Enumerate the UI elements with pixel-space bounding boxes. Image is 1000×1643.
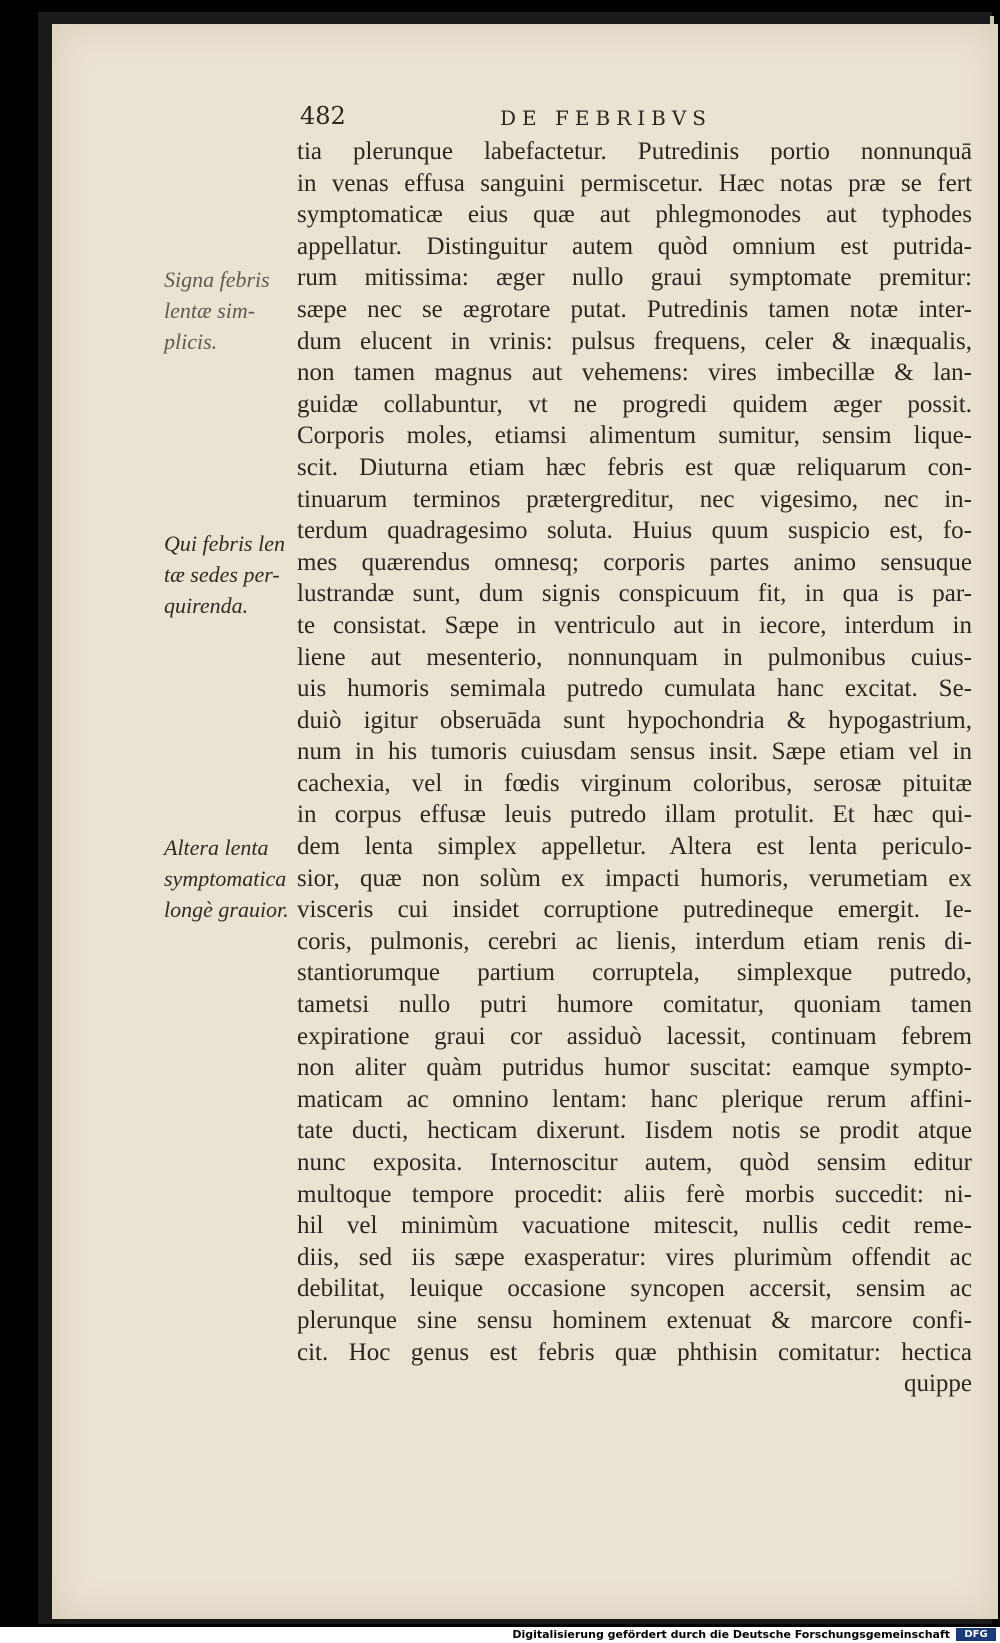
text-line: appellatur. Distinguitur autem quòd omnium est putrida- bbox=[297, 232, 972, 260]
book-page bbox=[52, 24, 998, 1619]
margin-note-signa bbox=[164, 264, 334, 357]
text-line: mes quærendus omnesq; corporis partes animo sensuque bbox=[297, 548, 972, 576]
text-line: cachexia, vel in fœdis virginum coloribus, serosæ pituitæ bbox=[297, 769, 972, 797]
funding-notice: Digitalisierung gefördert durch die Deutsche Forschungsgemeinschaft bbox=[512, 1628, 950, 1641]
text-line: coris, pulmonis, cerebri ac lienis, interdum etiam renis di- bbox=[297, 927, 972, 955]
text-line: symptomaticæ eius quæ aut phlegmonodes aut typhodes bbox=[297, 201, 972, 229]
text-line: tametsi nullo putri humore comitatur, quoniam tamen bbox=[297, 991, 972, 1019]
text-line: dum elucent in vrinis: pulsus frequens, celer & inæqualis, bbox=[297, 327, 972, 355]
text-line: cit. Hoc genus est febris quæ phthisin comitatur: hectica bbox=[297, 1338, 972, 1366]
text-line: guidæ collabuntur, vt ne progredi quidem æger possit. bbox=[297, 390, 972, 418]
body-text bbox=[297, 136, 972, 1400]
running-head: DE FEBRIBVS bbox=[500, 106, 712, 130]
text-line: te consistat. Sæpe in ventriculo aut in iecore, interdum in bbox=[297, 611, 972, 639]
text-line: hil vel minimùm vacuatione mitescit, nullis cedit reme- bbox=[297, 1212, 972, 1240]
text-line: in corpus effusæ leuis putredo illam protulit. Et hæc qui- bbox=[297, 801, 972, 829]
text-line: sæpe nec se ægrotare putat. Putredinis tamen notæ inter- bbox=[297, 295, 972, 323]
margin-note-line: Altera lenta bbox=[164, 835, 269, 860]
margin-note-line: plicis. bbox=[164, 329, 218, 354]
text-line: tinuarum terminos prætergreditur, nec vigesimo, nec in- bbox=[297, 485, 972, 513]
text-line: num in his tumoris cuiusdam sensus insit. Sæpe etiam vel in bbox=[297, 738, 972, 766]
text-line: liene aut mesenterio, nonnunquam in pulmonibus cuius- bbox=[297, 643, 972, 671]
text-line: lustrandæ sunt, dum signis conspicuum fit, in qua is par- bbox=[297, 580, 972, 608]
text-line: Corporis moles, etiamsi alimentum sumitur, sensim lique- bbox=[297, 422, 972, 450]
text-line: scit. Diuturna etiam hæc febris est quæ reliquarum con- bbox=[297, 453, 972, 481]
text-line: dem lenta simplex appelletur. Altera est lenta periculo- bbox=[297, 833, 972, 861]
margin-note-line: lentæ sim- bbox=[164, 298, 256, 323]
text-line: expiratione graui cor assiduò lacessit, continuam febrem bbox=[297, 1022, 972, 1050]
text-line: nunc exposita. Internoscitur autem, quòd sensim editur bbox=[297, 1149, 972, 1176]
text-line: in venas effusa sanguini permiscetur. Hæc notas præ se fert bbox=[297, 169, 972, 197]
text-line: duiò igitur obseruāda sunt hypochondria & hypogastrium, bbox=[297, 706, 972, 734]
margin-note-line: longè grauior. bbox=[164, 897, 289, 922]
text-line: plerunque sine sensu hominem extenuat & marcore confi- bbox=[297, 1306, 972, 1334]
text-line: visceris cui insidet corruptione putredineque emergit. Ie- bbox=[297, 896, 972, 924]
page-number: 482 bbox=[300, 102, 346, 130]
text-line: rum mitissima: æger nullo graui symptomate premitur: bbox=[297, 264, 972, 292]
footer-bar bbox=[0, 1627, 1000, 1643]
text-line: multoque tempore procedit: aliis ferè morbis succedit: ni- bbox=[297, 1180, 972, 1208]
margin-note-altera bbox=[164, 832, 334, 925]
margin-note-line: Qui febris len bbox=[164, 531, 285, 556]
text-line: tia plerunque labefactetur. Putredinis portio nonnunquā bbox=[297, 138, 972, 165]
text-line: non tamen magnus aut vehemens: vires imbecillæ & lan- bbox=[297, 359, 972, 387]
text-line: uis humoris semimala putredo cumulata hanc excitat. Se- bbox=[297, 675, 972, 703]
dfg-logo: DFG bbox=[956, 1628, 996, 1641]
margin-note-line: tæ sedes per- bbox=[164, 562, 280, 587]
margin-note-line: Signa febris bbox=[164, 267, 270, 292]
text-line: tate ducti, hecticam dixerunt. Iisdem notis se prodit atque bbox=[297, 1117, 972, 1145]
text-line: diis, sed iis sæpe exasperatur: vires plurimùm offendit ac bbox=[297, 1243, 972, 1271]
text-line: quippe bbox=[903, 1370, 972, 1398]
text-line: stantiorumque partium corruptela, simplexque putredo, bbox=[297, 959, 972, 987]
text-line: debilitat, leuique occasione syncopen accersit, sensim ac bbox=[297, 1275, 972, 1303]
margin-note-sedes bbox=[164, 528, 334, 621]
margin-note-line: symptomatica bbox=[164, 866, 287, 891]
text-line: maticam ac omnino lentam: hanc plerique rerum affini- bbox=[297, 1085, 972, 1113]
text-line: sior, quæ non solùm ex impacti humoris, verumetiam ex bbox=[297, 864, 972, 892]
text-line: terdum quadragesimo soluta. Huius quum suspicio est, fo- bbox=[297, 517, 972, 545]
margin-note-line: quirenda. bbox=[164, 593, 249, 618]
text-line: non aliter quàm putridus humor suscitat: eamque sympto- bbox=[297, 1054, 972, 1082]
